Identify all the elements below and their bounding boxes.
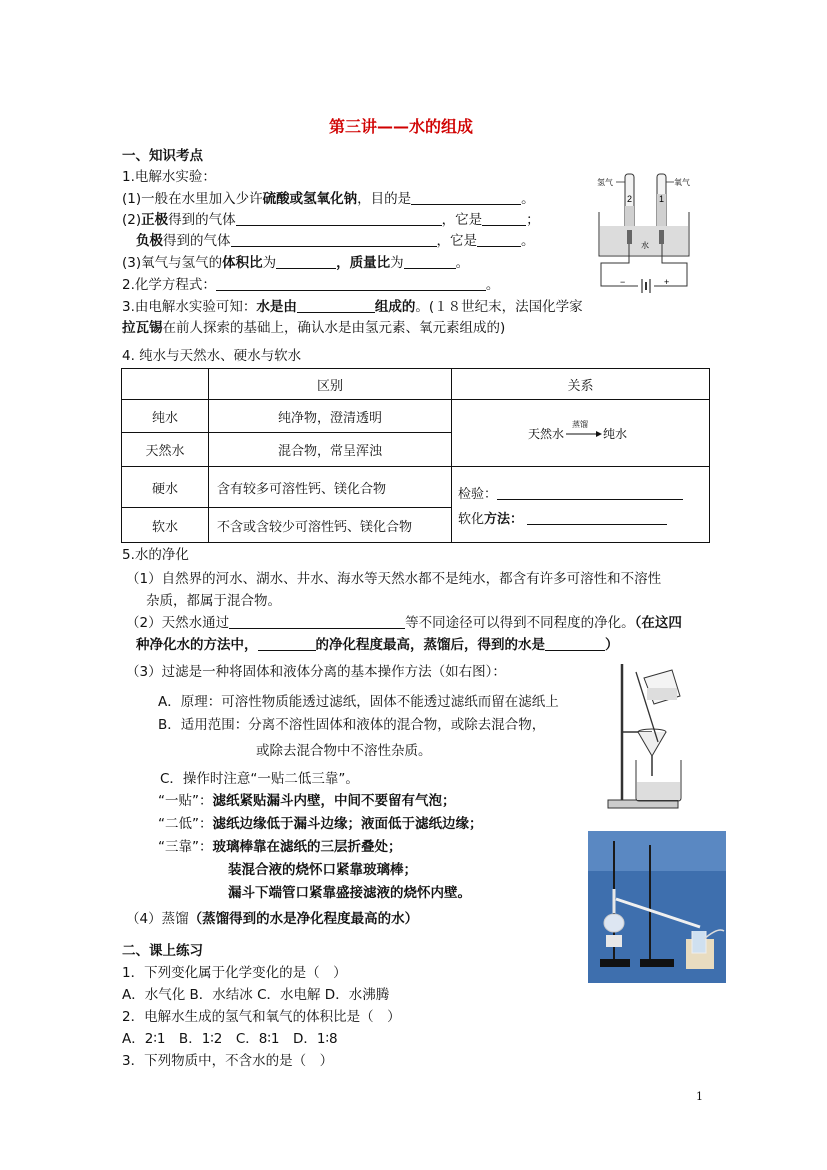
q3-line2: 拉瓦锡在前人探索的基础上，确认水是由氢元素、氧元素组成的) bbox=[122, 320, 506, 336]
section2-heading: 二、课上练习 bbox=[122, 943, 203, 959]
q1-1-line: (1)一般在水里加入少许硫酸或氢氧化钠，目的是 。 bbox=[122, 191, 535, 207]
blank-best-method bbox=[258, 636, 316, 651]
sec5-p1b: 杂质，都属于混合物。 bbox=[146, 593, 281, 609]
svg-text:+: + bbox=[664, 277, 670, 287]
blank-methods bbox=[229, 614, 405, 629]
table-row-diff: 纯净物，澄清透明 bbox=[209, 400, 452, 433]
q2-line: 2.化学方程式： 。 bbox=[122, 277, 500, 293]
q3-line: 3.由电解水实验可知：水是由 组成的。(１８世纪末，法国化学家 bbox=[122, 299, 583, 315]
svg-text:1: 1 bbox=[659, 194, 665, 204]
blank-test bbox=[497, 485, 683, 500]
page-number: 1 bbox=[696, 1090, 703, 1103]
hydrogen-label: 氢气 bbox=[597, 178, 613, 187]
section1-heading: 一、知识考点 bbox=[122, 148, 203, 164]
blank-volume-ratio bbox=[276, 254, 336, 269]
distillation-apparatus-photo bbox=[588, 831, 726, 983]
rule-one-stick: “一贴”：滤纸紧贴漏斗内壁，中间不要留有气泡； bbox=[158, 793, 456, 809]
blank-mass-ratio bbox=[404, 254, 456, 269]
rule-three-lean: “三靠”：玻璃棒靠在滤纸的三层折叠处； bbox=[158, 839, 402, 855]
svg-text:−: − bbox=[620, 277, 626, 287]
blank-anode-gas bbox=[236, 211, 442, 226]
q1-4-line: (3)氧气与氢气的体积比为 ，质量比为 。 bbox=[122, 255, 470, 271]
hardness-test-cell: 检验： 软化方法： bbox=[452, 467, 710, 543]
blank-composition bbox=[297, 298, 375, 313]
table-row-name: 硬水 bbox=[122, 467, 209, 508]
table-row-diff: 不含或含较少可溶性钙、镁化合物 bbox=[209, 508, 452, 543]
q1-3-line: 负极得到的气体 ，它是 。 bbox=[136, 233, 535, 249]
table-header-diff: 区别 bbox=[209, 369, 452, 400]
sec5-p1a: （1）自然界的河水、湖水、井水、海水等天然水都不是纯水，都含有许多可溶性和不溶性 bbox=[126, 571, 662, 587]
q4-text: 4. 纯水与天然水、硬水与软水 bbox=[122, 348, 302, 364]
water-comparison-table bbox=[121, 368, 710, 543]
filtration-apparatus-figure bbox=[600, 660, 710, 815]
filter-scope-1: B．适用范围：分离不溶性固体和液体的混合物，或除去混合物， bbox=[158, 717, 546, 733]
filter-principle: A．原理：可溶性物质能透过滤纸，固体不能透过滤纸而留在滤纸上 bbox=[158, 694, 559, 710]
section5-heading: 5.水的净化 bbox=[122, 547, 189, 563]
blank-distilled-water bbox=[545, 636, 605, 651]
table-header-rel: 关系 bbox=[452, 369, 710, 400]
blank-soften bbox=[527, 510, 667, 525]
electrolysis-apparatus-figure bbox=[594, 168, 694, 298]
svg-text:天然水: 天然水 bbox=[527, 427, 564, 441]
filter-scope-2: 或除去混合物中不溶性杂质。 bbox=[256, 743, 432, 759]
oxygen-label: 氧气 bbox=[674, 178, 690, 187]
svg-text:2: 2 bbox=[627, 194, 633, 204]
table-row-name: 纯水 bbox=[122, 400, 209, 433]
rule-three-lean-2: 装混合液的烧怀口紧靠玻璃棒； bbox=[228, 862, 417, 878]
svg-text:蒸馏: 蒸馏 bbox=[571, 420, 588, 429]
q1-text: 1.电解水实验： bbox=[122, 169, 216, 185]
exercise-1: 1．下列变化属于化学变化的是（ ） bbox=[122, 965, 347, 981]
sec5-p2-line: （2）天然水通过 等不同途径可以得到不同程度的净化。（在这四 bbox=[126, 615, 682, 631]
distillation-relation bbox=[452, 400, 710, 467]
table-row-diff: 混合物，常呈浑浊 bbox=[209, 433, 452, 467]
table-row-name: 天然水 bbox=[122, 433, 209, 467]
exercise-2: 2．电解水生成的氢气和氧气的体积比是（ ） bbox=[122, 1009, 401, 1025]
page-title: 第三讲——水的组成 bbox=[329, 117, 474, 136]
q1-2-line: (2)正极得到的气体 ，它是 ； bbox=[122, 212, 540, 228]
blank-cathode-name bbox=[477, 232, 521, 247]
svg-text:纯水: 纯水 bbox=[602, 427, 627, 441]
exercise-3: 3．下列物质中，不含水的是（ ） bbox=[122, 1053, 334, 1069]
rule-two-low: “二低”：滤纸边缘低于漏斗边缘；液面低于滤纸边缘； bbox=[158, 816, 483, 832]
sec5-p3: （3）过滤是一种将固体和液体分离的基本操作方法（如右图）： bbox=[126, 664, 506, 680]
filter-notes: C．操作时注意“一贴二低三靠”。 bbox=[160, 771, 359, 787]
svg-text:水: 水 bbox=[641, 241, 649, 250]
blank-cathode-gas bbox=[231, 232, 437, 247]
rule-three-lean-3: 漏斗下端管口紧靠盛接滤液的烧怀内壁。 bbox=[228, 885, 471, 901]
distillation-line: （4）蒸馏（蒸馏得到的水是净化程度最高的水） bbox=[126, 911, 419, 927]
blank-anode-name bbox=[482, 211, 526, 226]
table-row-name: 软水 bbox=[122, 508, 209, 543]
blank-equation bbox=[216, 276, 486, 291]
exercise-1-options: A．水气化 B．水结冰 C．水电解 D．水沸腾 bbox=[122, 987, 390, 1003]
sec5-p2-line2: 种净化水的方法中， 的净化程度最高，蒸馏后，得到的水是 ） bbox=[136, 637, 619, 653]
blank-purpose bbox=[411, 190, 521, 205]
exercise-2-options: A．2∶1 B．1∶2 C．8∶1 D．1∶8 bbox=[122, 1031, 338, 1047]
table-row-diff: 含有较多可溶性钙、镁化合物 bbox=[209, 467, 452, 508]
